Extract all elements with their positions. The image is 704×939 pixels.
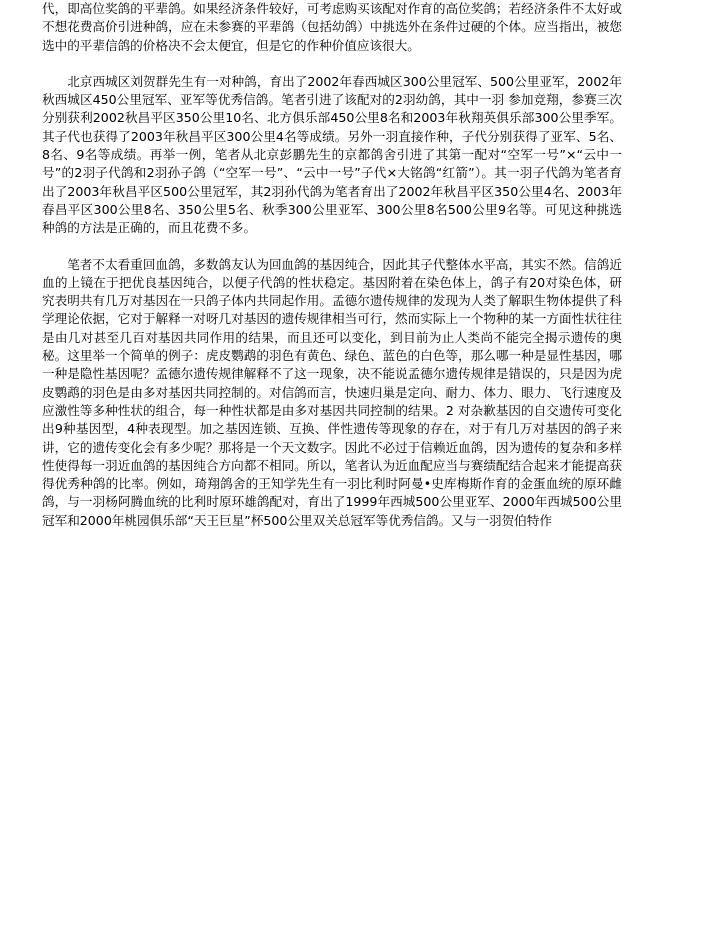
paragraph-3: 笔者不太看重回血鸽，多数鸽友认为回血鸽的基因纯合，因此其子代整体水平高，其实不然。信鸽近血的上镜在于把优良基因纯合，以便子代鸽的性状稳定。基因附着在染色体上，鸽子有20对染色体，研究表明共有几万对基因在一只鸽子体内共同起作用。孟德尔遗传规律的发现为人类了解职生物体提供了科学理论依据，它对于解释一对呀几对基因的遗传规律相当可行，然而实际上一个物种的某一方面性状往往是由几对甚至几百对基因共同作用的结果，而且还可以变化，到目前为止人类尚不能完全揭示遗传的奥秘。这里举一个简单的例子：虎皮鹦鹉的羽色有黄色、绿色、蓝色的白色等，那么哪一种是显性基因，哪一种是隐性基因呢？孟德尔遗传规律解释不了这一现象，决不能说孟德尔遗传规律是错误的，只是因为虎皮鹦鹉的羽色是由多对基因共同控制的。对信鸽而言，快速归巢是定向、耐力、体力、眼力、飞行速度及应激性等多种性状的组合，每一种性状都是由多对基因共同控制的结果。2 对杂歉基因的自交遗传可变化出9种基因型，4种表现型。加之基因连锁、互换、伴性遗传等现象的存在，对于有几万对基因的鸽子来讲，它的遗传变化会有多少呢？那将是一个天文数字。因此不必过于信赖近血鸽，因为遗传的复杂和多样性使得每一羽近血鸽的基因纯合方向都不相同。所以，笔者认为近血配应当与赛绩配结合起来才能提高获得优秀种鸽的比率。例如，琦翔鸽舍的王知学先生有一羽比利时阿曼•史库梅斯作育的金蛋血统的原环雌鸽，与一羽杨阿腾血统的比利时原环雄鸽配对，育出了1999年西城500公里亚军、2000年西城500公里冠军和2000年桃园俱乐部“天王巨星”杯500公里双关总冠军等优秀信鸽。又与一羽贺伯特作 [42, 256, 622, 528]
paragraph-spacer [42, 55, 622, 73]
paragraph-3-clip [42, 256, 622, 547]
paragraph-2: 北京西城区刘贺群先生有一对种鸽，育出了2002年春西城区300公里冠军、500公里亚军，2002年秋西城区450公里冠军、亚军等优秀信鸽。笔者引进了该配对的2羽幼鸽，其中一羽 参加竞翔，参赛三次分别获利2002秋昌平区350公里10名、北方俱乐部450公里8名和2003年秋翔英俱乐部300公里季军。其子代也获得了2003年秋昌平区300公里4名等成绩。另外一羽直接作种，子代分别获得了亚军、5名、8名、9名等成绩。再举一例，笔者从北京彭鹏先生的京都鸽舍引进了其第一配对“空军一号”×“云中一号”的2羽子代鸽和2羽孙子鸽（“空军一号”、“云中一号”子代×大铭鸽“红箭”）。其一羽子代鸽为笔者育出了2003年秋昌平区500公里冠军，其2羽孙代鸽为笔者育出了2002年秋昌平区350公里4名、2003年春昌平区300公里8名、350公里5名、秋季300公里亚军、300公里8名500公里9名等。可见这种挑选种鸽的方法是正确的，而且花费不多。 [42, 73, 622, 236]
article-body [42, 0, 622, 547]
paragraph-spacer [42, 238, 622, 256]
paragraph-1: 代，即高位奖鸽的平辈鸽。如果经济条件较好，可考虑购买该配对作育的高位奖鸽；若经济条件不太好或不想花费高价引进种鸽，应在未参赛的平辈鸽（包括幼鸽）中挑选外在条件过硬的个体。应当指出，被您选中的平辈信鸽的价格决不会太便宜，但是它的作种价值应该很大。 [42, 1, 622, 53]
